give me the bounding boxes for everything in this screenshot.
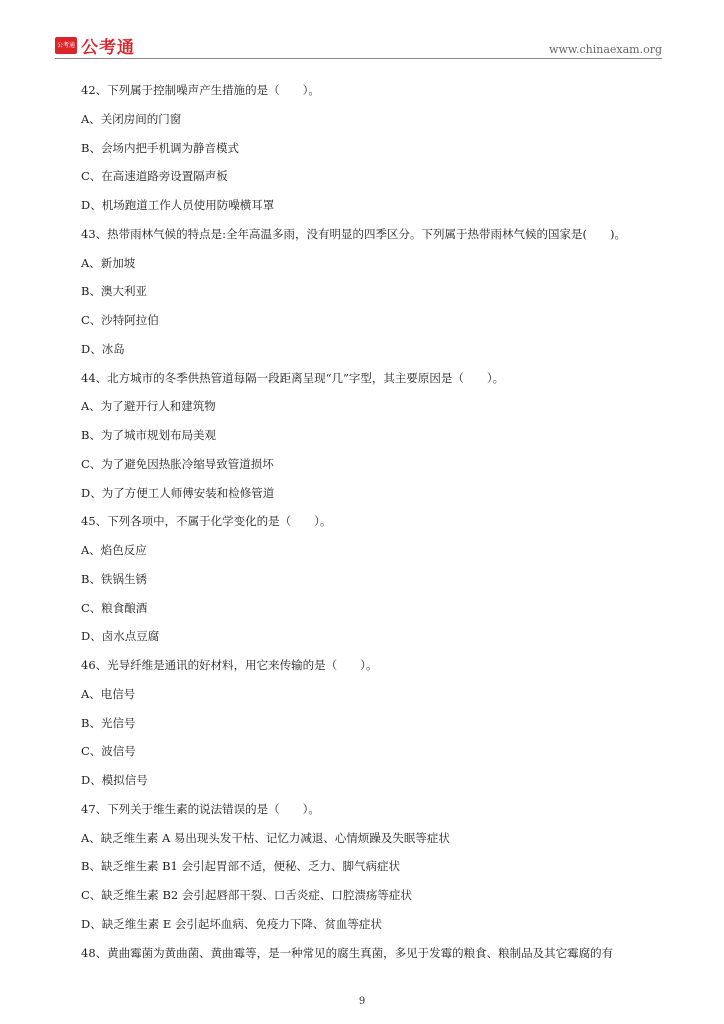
option-42-c: C、在高速道路旁设置隔声板 [81,169,228,184]
logo [55,34,135,56]
option-46-a: A、电信号 [81,686,136,701]
question-44: 44、北方城市的冬季供热管道每隔一段距离呈现“几”字型，其主要原因是（ ）。 [81,370,505,385]
option-43-a: A、新加坡 [81,255,136,270]
option-44-a: A、为了避开行人和建筑物 [81,399,216,414]
question-42: 42、下列属于控制噪声产生措施的是（ ）。 [81,83,320,97]
option-44-d: D、为了方便工人师傅安装和检修管道 [81,485,275,500]
option-42-b: B、会场内把手机调为静音模式 [81,140,239,155]
page-header [55,34,662,59]
question-47: 47、下列关于维生素的说法错误的是（ ）。 [81,801,320,816]
question-43: 43、热带雨林气候的特点是:全年高温多雨，没有明显的四季区分。下列属于热带雨林气候的国家是( )。 [81,226,626,241]
option-43-b: B、澳大利亚 [81,284,147,299]
option-47-b: B、缺乏维生素 B1 会引起胃部不适，便秘、乏力、脚气病症状 [81,859,401,874]
option-46-d: D、模拟信号 [81,773,148,787]
option-44-c: C、为了避免因热胀冷缩导致管道损坏 [81,456,274,471]
question-46: 46、光导纤维是通讯的好材料，用它来传输的是（ ）。 [81,658,378,672]
page-number: 9 [358,996,366,1007]
option-47-c: C、缺乏维生素 B2 会引起唇部干裂、口舌炎症、口腔溃疡等症状 [81,888,412,902]
option-45-b: B、铁锅生锈 [81,571,147,586]
site-url: www.chinaexam.org [549,43,662,56]
option-43-d: D、冰岛 [81,341,125,356]
option-45-a: A、焰色反应 [81,543,147,557]
logo-text: 公考通 [81,37,135,58]
option-45-d: D、卤水点豆腐 [81,629,160,644]
logo-badge-icon: 公考通 [55,37,77,54]
option-45-c: C、粮食酿酒 [81,600,148,615]
question-content [81,76,671,967]
option-43-c: C、沙特阿拉伯 [81,313,159,327]
option-47-d: D、缺乏维生素 E 会引起坏血病、免疫力下降、贫血等症状 [81,916,382,931]
option-47-a: A、缺乏维生素 A 易出现头发干枯、记忆力减退、心情烦躁及失眠等症状 [81,830,450,845]
option-44-b: B、为了城市规划布局美观 [81,428,216,442]
option-42-d: D、机场跑道工作人员使用防噪横耳罩 [81,198,275,212]
question-48: 48、黄曲霉菌为黄曲菌、黄曲霉等，是一种常见的腐生真菌，多见于发霉的粮食、粮制品及其它霉腐的有 [81,945,614,960]
option-46-c: C、波信号 [81,744,136,759]
option-46-b: B、光信号 [81,715,136,730]
question-45: 45、下列各项中，不属于化学变化的是（ ）。 [81,514,332,529]
option-42-a: A、关闭房间的门窗 [81,111,182,126]
